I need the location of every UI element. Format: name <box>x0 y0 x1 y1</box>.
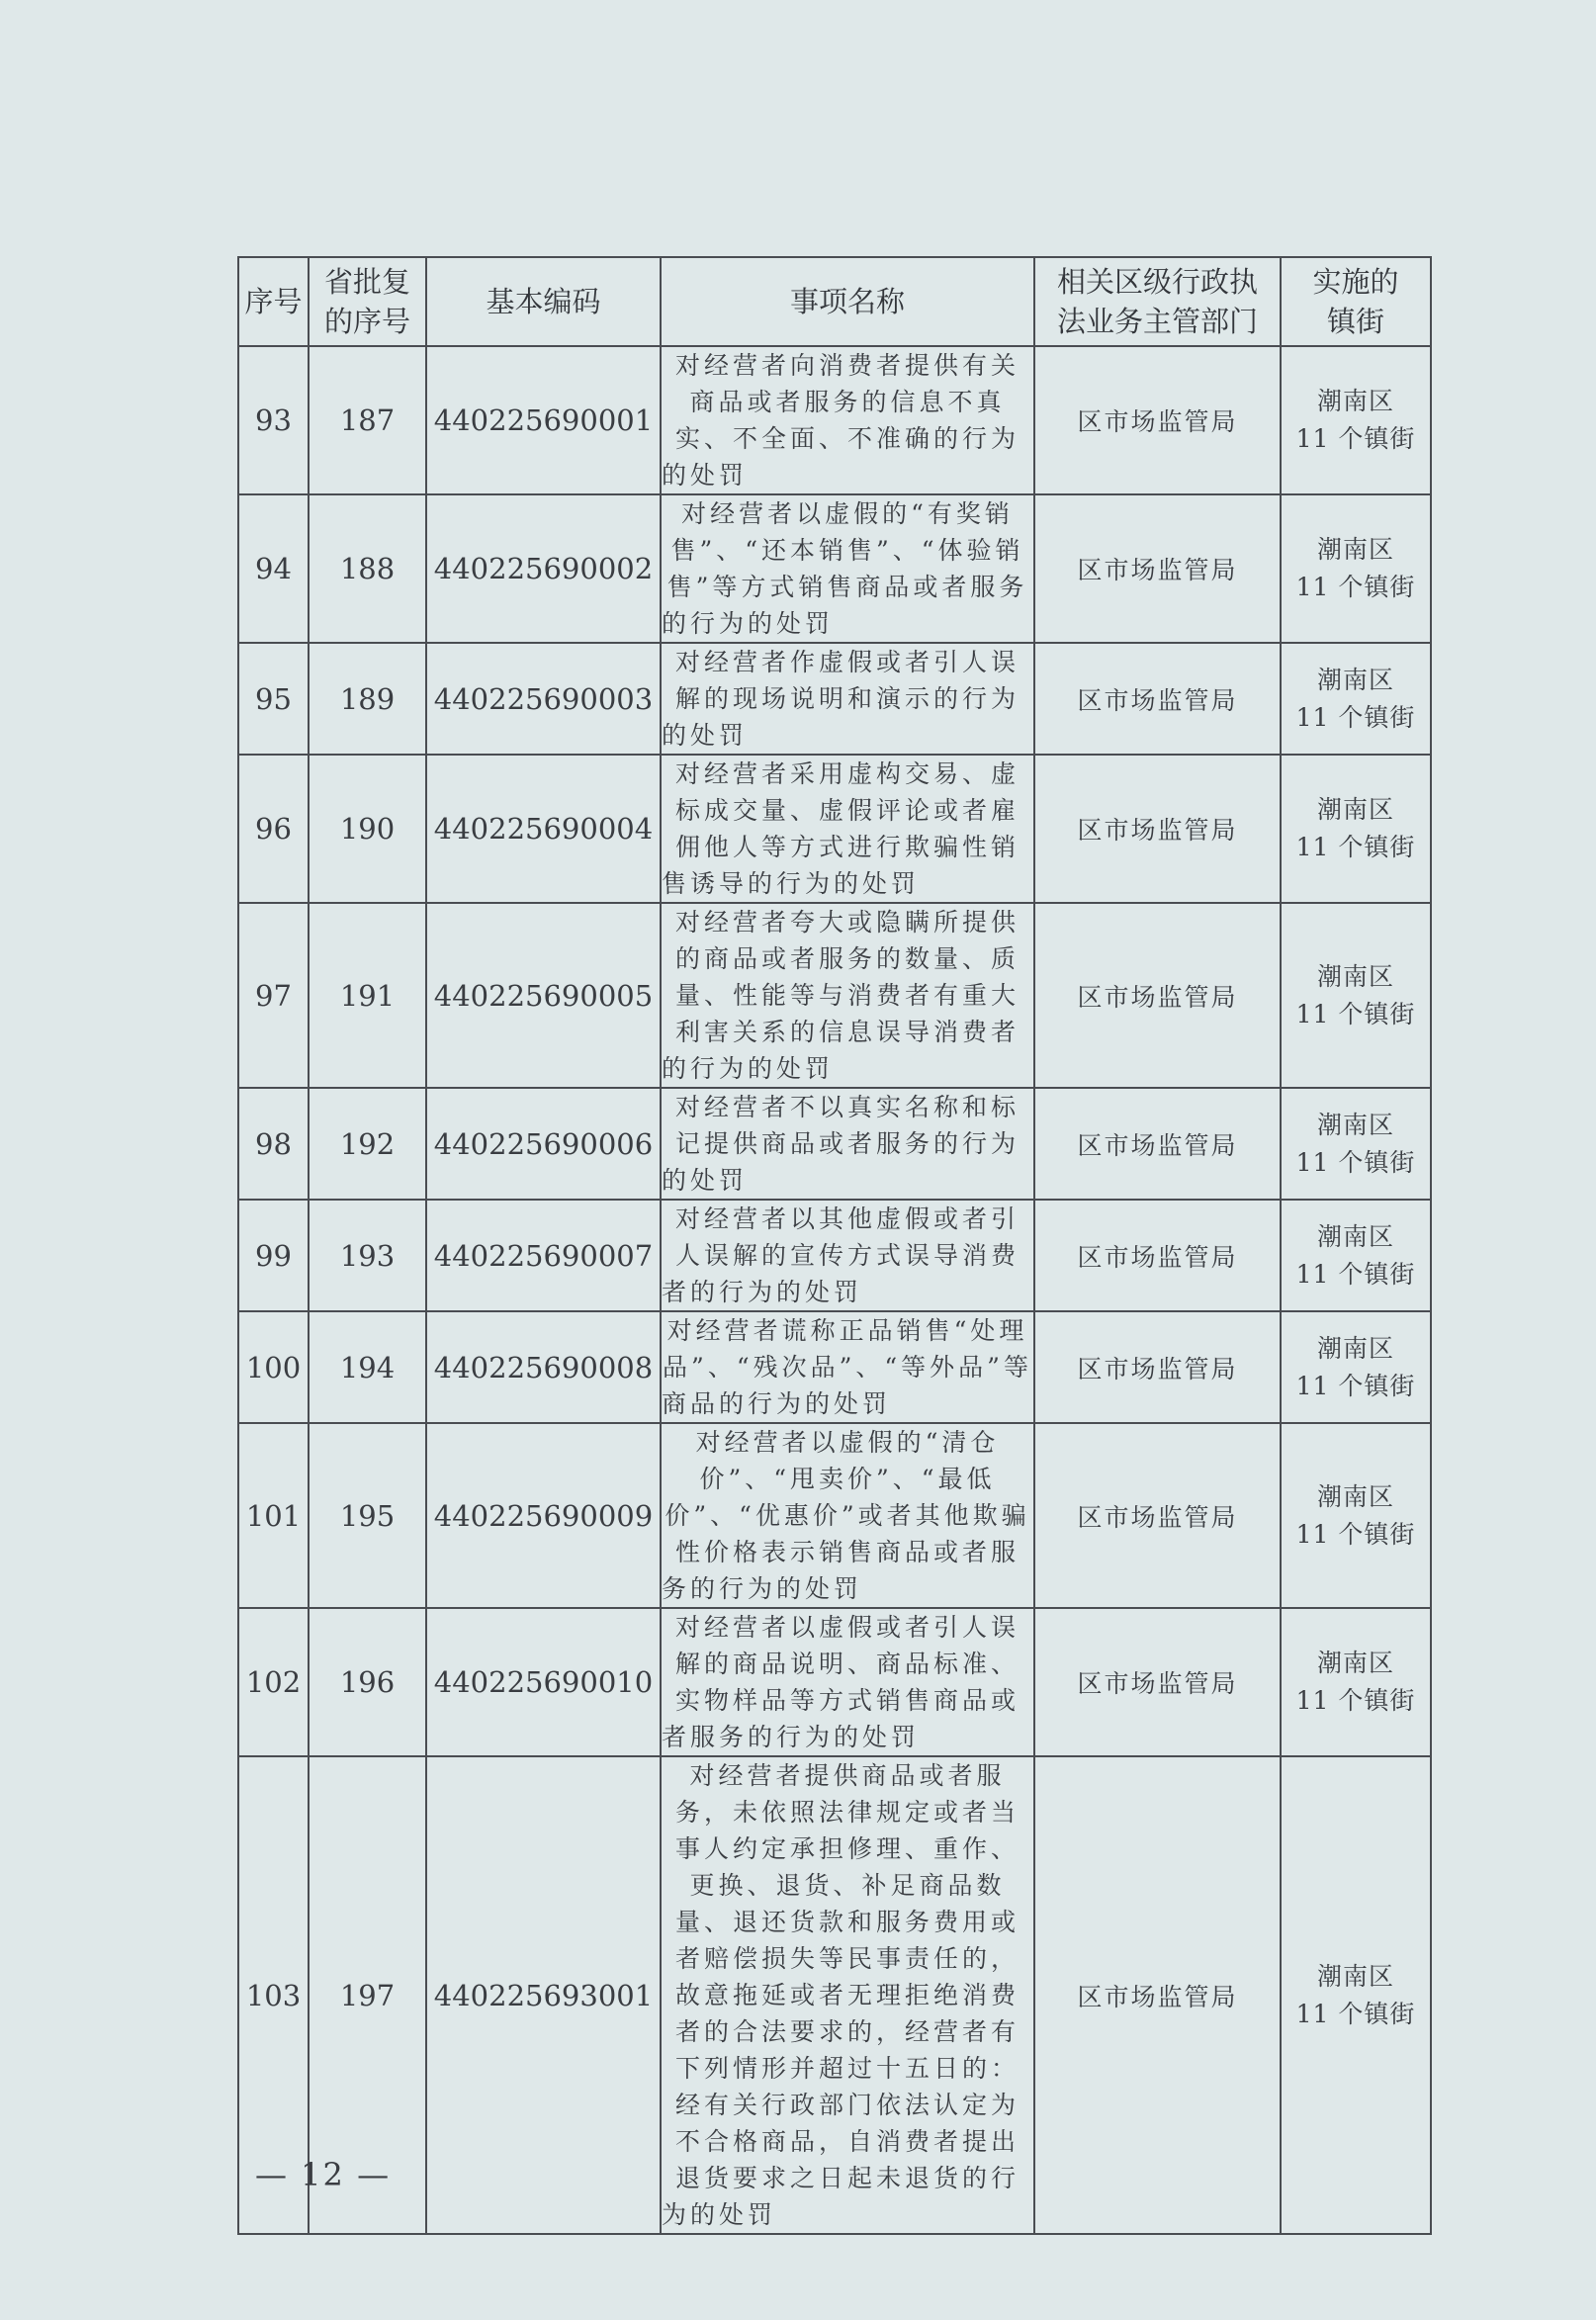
cell-code: 440225690002 <box>426 494 661 643</box>
cell-prov-seq: 187 <box>309 346 426 494</box>
table-row <box>238 1088 1431 1200</box>
scope-district: 潮南区 <box>1316 1649 1394 1677</box>
cell-seq: 93 <box>238 346 309 494</box>
cell-dept: 区市场监管局 <box>1034 1088 1281 1200</box>
cell-seq: 98 <box>238 1088 309 1200</box>
cell-code: 440225690003 <box>426 643 661 755</box>
scope-towns: 11 个镇街 <box>1295 833 1416 861</box>
cell-seq: 102 <box>238 1608 309 1756</box>
table-row <box>238 1756 1431 2234</box>
scope-towns: 11 个镇街 <box>1295 573 1416 601</box>
cell-code: 440225690005 <box>426 903 661 1088</box>
cell-prov-seq: 191 <box>309 903 426 1088</box>
table-row <box>238 643 1431 755</box>
table-row <box>238 494 1431 643</box>
header-dept: 相关区级行政执 法业务主管部门 <box>1034 257 1281 346</box>
cell-item-name: 对经营者以其他虚假或者引人误解的宣传方式误导消费者的行为的处罚 <box>661 1200 1034 1311</box>
cell-prov-seq: 197 <box>309 1756 426 2234</box>
cell-scope <box>1281 346 1431 494</box>
cell-scope <box>1281 1311 1431 1423</box>
cell-prov-seq: 189 <box>309 643 426 755</box>
cell-item-name: 对经营者不以真实名称和标记提供商品或者服务的行为的处罚 <box>661 1088 1034 1200</box>
scope-towns: 11 个镇街 <box>1295 1686 1416 1715</box>
cell-prov-seq: 194 <box>309 1311 426 1423</box>
cell-dept: 区市场监管局 <box>1034 346 1281 494</box>
cell-item-name: 对经营者夸大或隐瞒所提供的商品或者服务的数量、质量、性能等与消费者有重大利害关系的信息误导消费者的行为的处罚 <box>661 903 1034 1088</box>
cell-seq: 94 <box>238 494 309 643</box>
cell-item-name: 对经营者以虚假的“有奖销售”、“还本销售”、“体验销售”等方式销售商品或者服务的行为的处罚 <box>661 494 1034 643</box>
cell-code: 440225690001 <box>426 346 661 494</box>
cell-code: 440225690009 <box>426 1423 661 1608</box>
cell-scope <box>1281 1423 1431 1608</box>
cell-scope <box>1281 755 1431 903</box>
cell-scope <box>1281 903 1431 1088</box>
scope-towns: 11 个镇街 <box>1295 1371 1416 1400</box>
scope-district: 潮南区 <box>1316 535 1394 564</box>
cell-seq: 96 <box>238 755 309 903</box>
scope-district: 潮南区 <box>1316 1333 1394 1363</box>
cell-scope <box>1281 1088 1431 1200</box>
table-row <box>238 1311 1431 1423</box>
cell-scope <box>1281 1756 1431 2234</box>
cell-item-name: 对经营者以虚假的“清仓价”、“甩卖价”、“最低价”、“优惠价”或者其他欺骗性价格表示销售商品或者服务的行为的处罚 <box>661 1423 1034 1608</box>
table-row <box>238 755 1431 903</box>
cell-code: 440225690007 <box>426 1200 661 1311</box>
cell-item-name: 对经营者以虚假或者引人误解的商品说明、商品标准、实物样品等方式销售商品或者服务的行为的处罚 <box>661 1608 1034 1756</box>
cell-scope <box>1281 494 1431 643</box>
cell-dept: 区市场监管局 <box>1034 1423 1281 1608</box>
scope-towns: 11 个镇街 <box>1295 702 1416 732</box>
header-row <box>238 257 1431 346</box>
header-scope: 实施的 镇街 <box>1281 257 1431 346</box>
header-seq: 序号 <box>238 257 309 346</box>
cell-dept: 区市场监管局 <box>1034 1200 1281 1311</box>
cell-prov-seq: 193 <box>309 1200 426 1311</box>
scope-towns: 11 个镇街 <box>1295 1999 1416 2028</box>
cell-scope <box>1281 1608 1431 1756</box>
scope-district: 潮南区 <box>1316 387 1394 415</box>
cell-scope <box>1281 643 1431 755</box>
scope-towns: 11 个镇街 <box>1295 424 1416 453</box>
scope-towns: 11 个镇街 <box>1295 1519 1416 1549</box>
table-row <box>238 1423 1431 1608</box>
cell-item-name: 对经营者谎称正品销售“处理品”、“残次品”、“等外品”等商品的行为的处罚 <box>661 1311 1034 1423</box>
cell-prov-seq: 192 <box>309 1088 426 1200</box>
cell-item-name: 对经营者作虚假或者引人误解的现场说明和演示的行为的处罚 <box>661 643 1034 755</box>
cell-seq: 97 <box>238 903 309 1088</box>
cell-seq: 95 <box>238 643 309 755</box>
scope-district: 潮南区 <box>1316 1221 1394 1251</box>
cell-prov-seq: 195 <box>309 1423 426 1608</box>
cell-item-name: 对经营者提供商品或者服务，未依照法律规定或者当事人约定承担修理、重作、更换、退货、补足商品数量、退还货款和服务费用或者赔偿损失等民事责任的，故意拖延或者无理拒绝消费者的合法要求的，经营者有下列情形并超过十五日的：经有关行政部门依法认定为不合格商品，自消费者提出退货要求之日起未退货的行为的处罚 <box>661 1756 1034 2234</box>
scope-towns: 11 个镇街 <box>1295 999 1416 1028</box>
cell-dept: 区市场监管局 <box>1034 1311 1281 1423</box>
cell-dept: 区市场监管局 <box>1034 903 1281 1088</box>
scope-district: 潮南区 <box>1316 961 1394 991</box>
scope-district: 潮南区 <box>1316 795 1394 824</box>
scope-district: 潮南区 <box>1316 665 1394 694</box>
cell-seq: 99 <box>238 1200 309 1311</box>
scope-district: 潮南区 <box>1316 1481 1394 1511</box>
table-row <box>238 1200 1431 1311</box>
cell-dept: 区市场监管局 <box>1034 643 1281 755</box>
cell-code: 440225690004 <box>426 755 661 903</box>
header-code: 基本编码 <box>426 257 661 346</box>
table-row <box>238 346 1431 494</box>
table-row <box>238 903 1431 1088</box>
cell-prov-seq: 196 <box>309 1608 426 1756</box>
scope-towns: 11 个镇街 <box>1295 1259 1416 1289</box>
cell-prov-seq: 188 <box>309 494 426 643</box>
scope-district: 潮南区 <box>1316 1110 1394 1139</box>
page-number: — 12 — <box>255 2156 392 2193</box>
cell-dept: 区市场监管局 <box>1034 1608 1281 1756</box>
cell-seq: 100 <box>238 1311 309 1423</box>
cell-code: 440225693001 <box>426 1756 661 2234</box>
scope-district: 潮南区 <box>1316 1961 1394 1991</box>
table-row <box>238 1608 1431 1756</box>
cell-code: 440225690006 <box>426 1088 661 1200</box>
cell-item-name: 对经营者向消费者提供有关商品或者服务的信息不真实、不全面、不准确的行为的处罚 <box>661 346 1034 494</box>
cell-code: 440225690010 <box>426 1608 661 1756</box>
cell-scope <box>1281 1200 1431 1311</box>
scope-towns: 11 个镇街 <box>1295 1147 1416 1177</box>
cell-item-name: 对经营者采用虚构交易、虚标成交量、虚假评论或者雇佣他人等方式进行欺骗性销售诱导的行为的处罚 <box>661 755 1034 903</box>
cell-prov-seq: 190 <box>309 755 426 903</box>
items-table <box>237 256 1432 2235</box>
header-name: 事项名称 <box>661 257 1034 346</box>
cell-seq: 103 <box>238 1756 309 2234</box>
cell-seq: 101 <box>238 1423 309 1608</box>
cell-dept: 区市场监管局 <box>1034 1756 1281 2234</box>
cell-code: 440225690008 <box>426 1311 661 1423</box>
cell-dept: 区市场监管局 <box>1034 494 1281 643</box>
header-prov-seq: 省批复 的序号 <box>309 257 426 346</box>
cell-dept: 区市场监管局 <box>1034 755 1281 903</box>
